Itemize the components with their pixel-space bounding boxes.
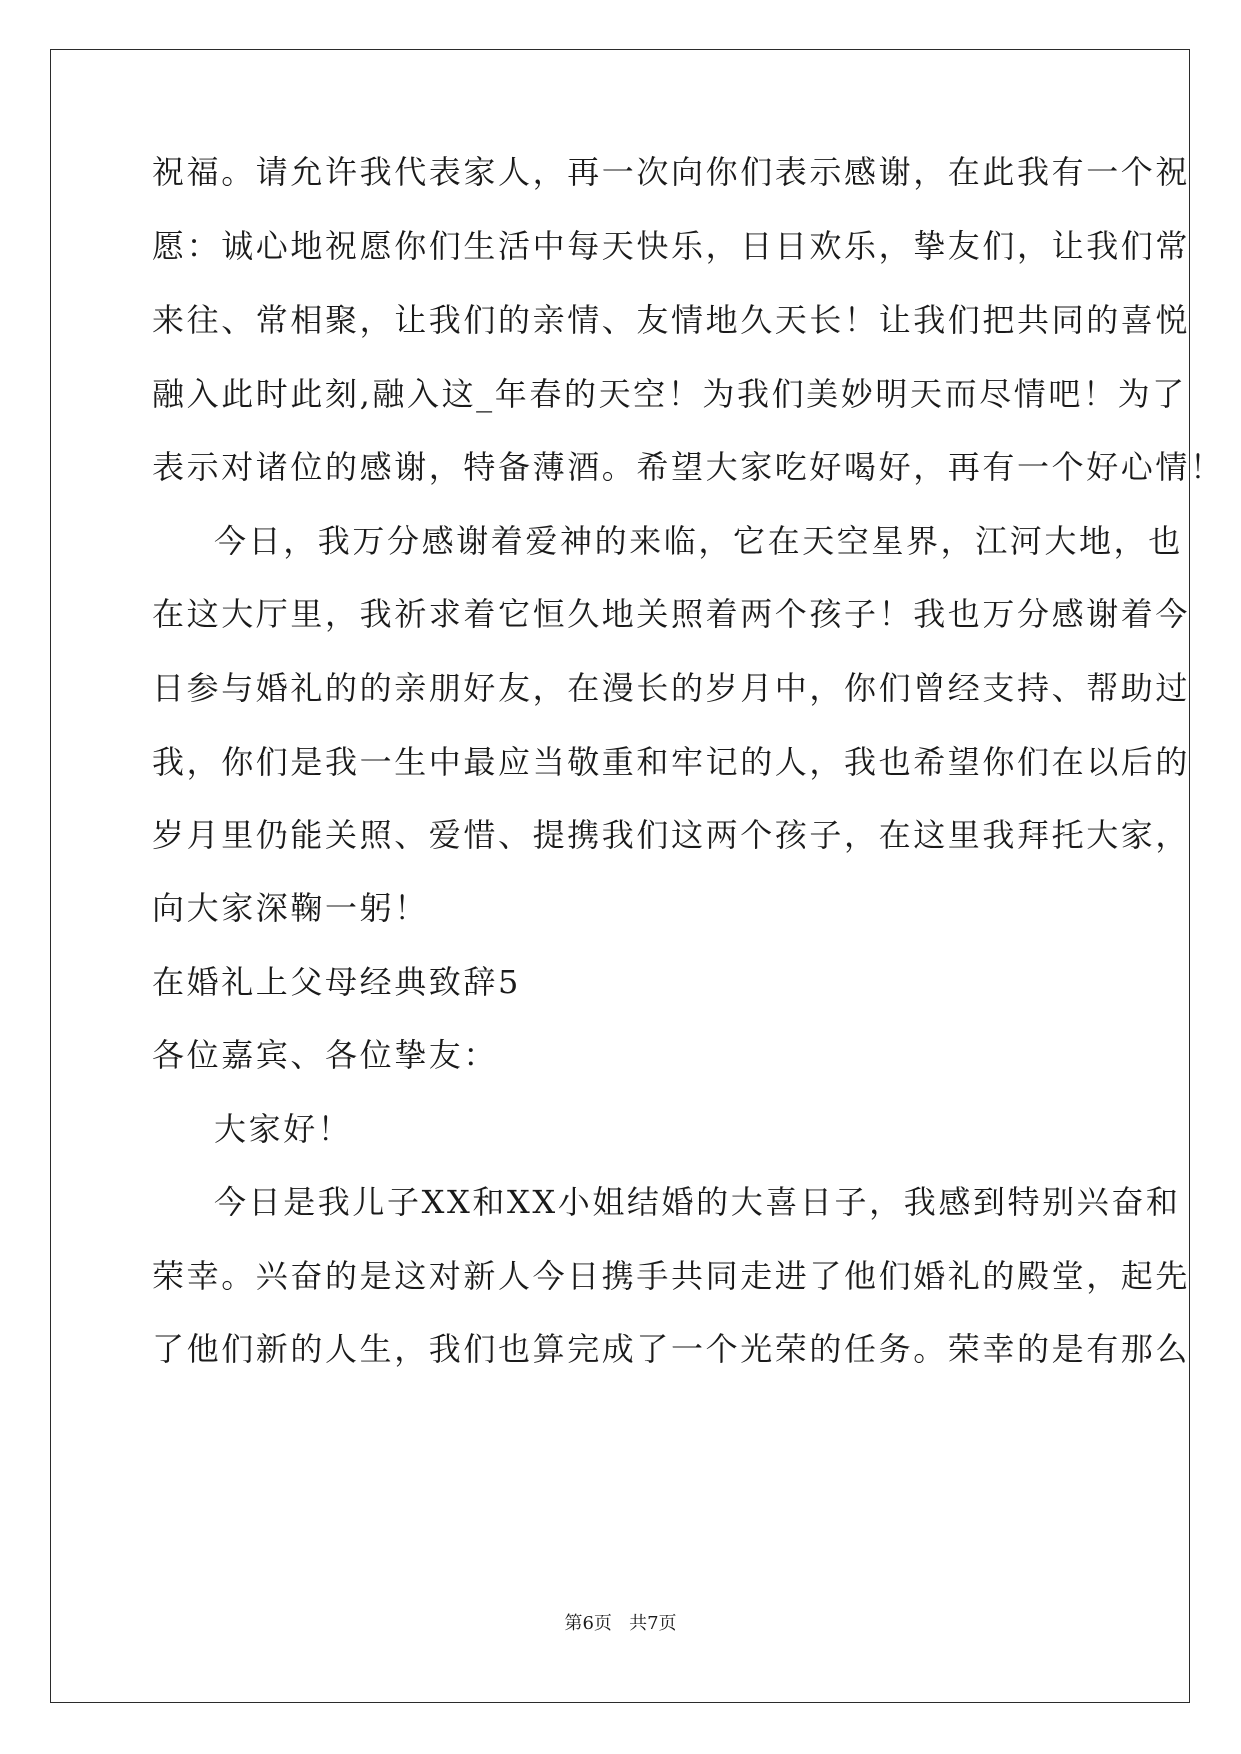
body-line: 荣幸。兴奋的是这对新人今日携手共同走进了他们婚礼的殿堂，起先 bbox=[152, 1257, 1191, 1295]
body-line: 今日是我儿子XX和XX小姐结婚的大喜日子，我感到特别兴奋和 bbox=[214, 1183, 1181, 1221]
page-frame bbox=[50, 49, 1225, 1703]
section-heading: 在婚礼上父母经典致辞5 bbox=[152, 963, 521, 1001]
body-line: 愿：诚心地祝愿你们生活中每天快乐，日日欢乐，挚友们，让我们常 bbox=[152, 227, 1191, 265]
greeting: 大家好！ bbox=[214, 1110, 353, 1148]
body-line: 我，你们是我一生中最应当敬重和牢记的人，我也希望你们在以后的 bbox=[152, 743, 1191, 781]
body-line: 在这大厅里，我祈求着它恒久地关照着两个孩子！我也万分感谢着今 bbox=[152, 595, 1191, 633]
body-line: 融入此时此刻,融入这_年春的天空！为我们美妙明天而尽情吧！为了 bbox=[152, 375, 1187, 413]
body-line: 向大家深鞠一躬！ bbox=[152, 889, 429, 927]
body-line: 岁月里仍能关照、爱惜、提携我们这两个孩子，在这里我拜托大家， bbox=[152, 816, 1191, 854]
page-footer bbox=[0, 1609, 1241, 1635]
page-number: 第6页 bbox=[564, 1613, 612, 1634]
body-line: 了他们新的人生，我们也算完成了一个光荣的任务。荣幸的是有那么 bbox=[152, 1330, 1191, 1368]
body-line: 今日，我万分感谢着爱神的来临，它在天空星界，江河大地，也 bbox=[214, 522, 1183, 560]
body-line: 日参与婚礼的的亲朋好友，在漫长的岁月中，你们曾经支持、帮助过 bbox=[152, 669, 1191, 707]
body-line: 来往、常相聚，让我们的亲情、友情地久天长！让我们把共同的喜悦 bbox=[152, 301, 1191, 339]
body-line: 表示对诸位的感谢，特备薄酒。希望大家吃好喝好，再有一个好心情！ bbox=[152, 448, 1225, 486]
salutation: 各位嘉宾、各位挚友： bbox=[152, 1036, 499, 1074]
page-total: 共7页 bbox=[629, 1613, 677, 1634]
body-line: 祝福。请允许我代表家人，再一次向你们表示感谢，在此我有一个祝 bbox=[152, 153, 1191, 191]
